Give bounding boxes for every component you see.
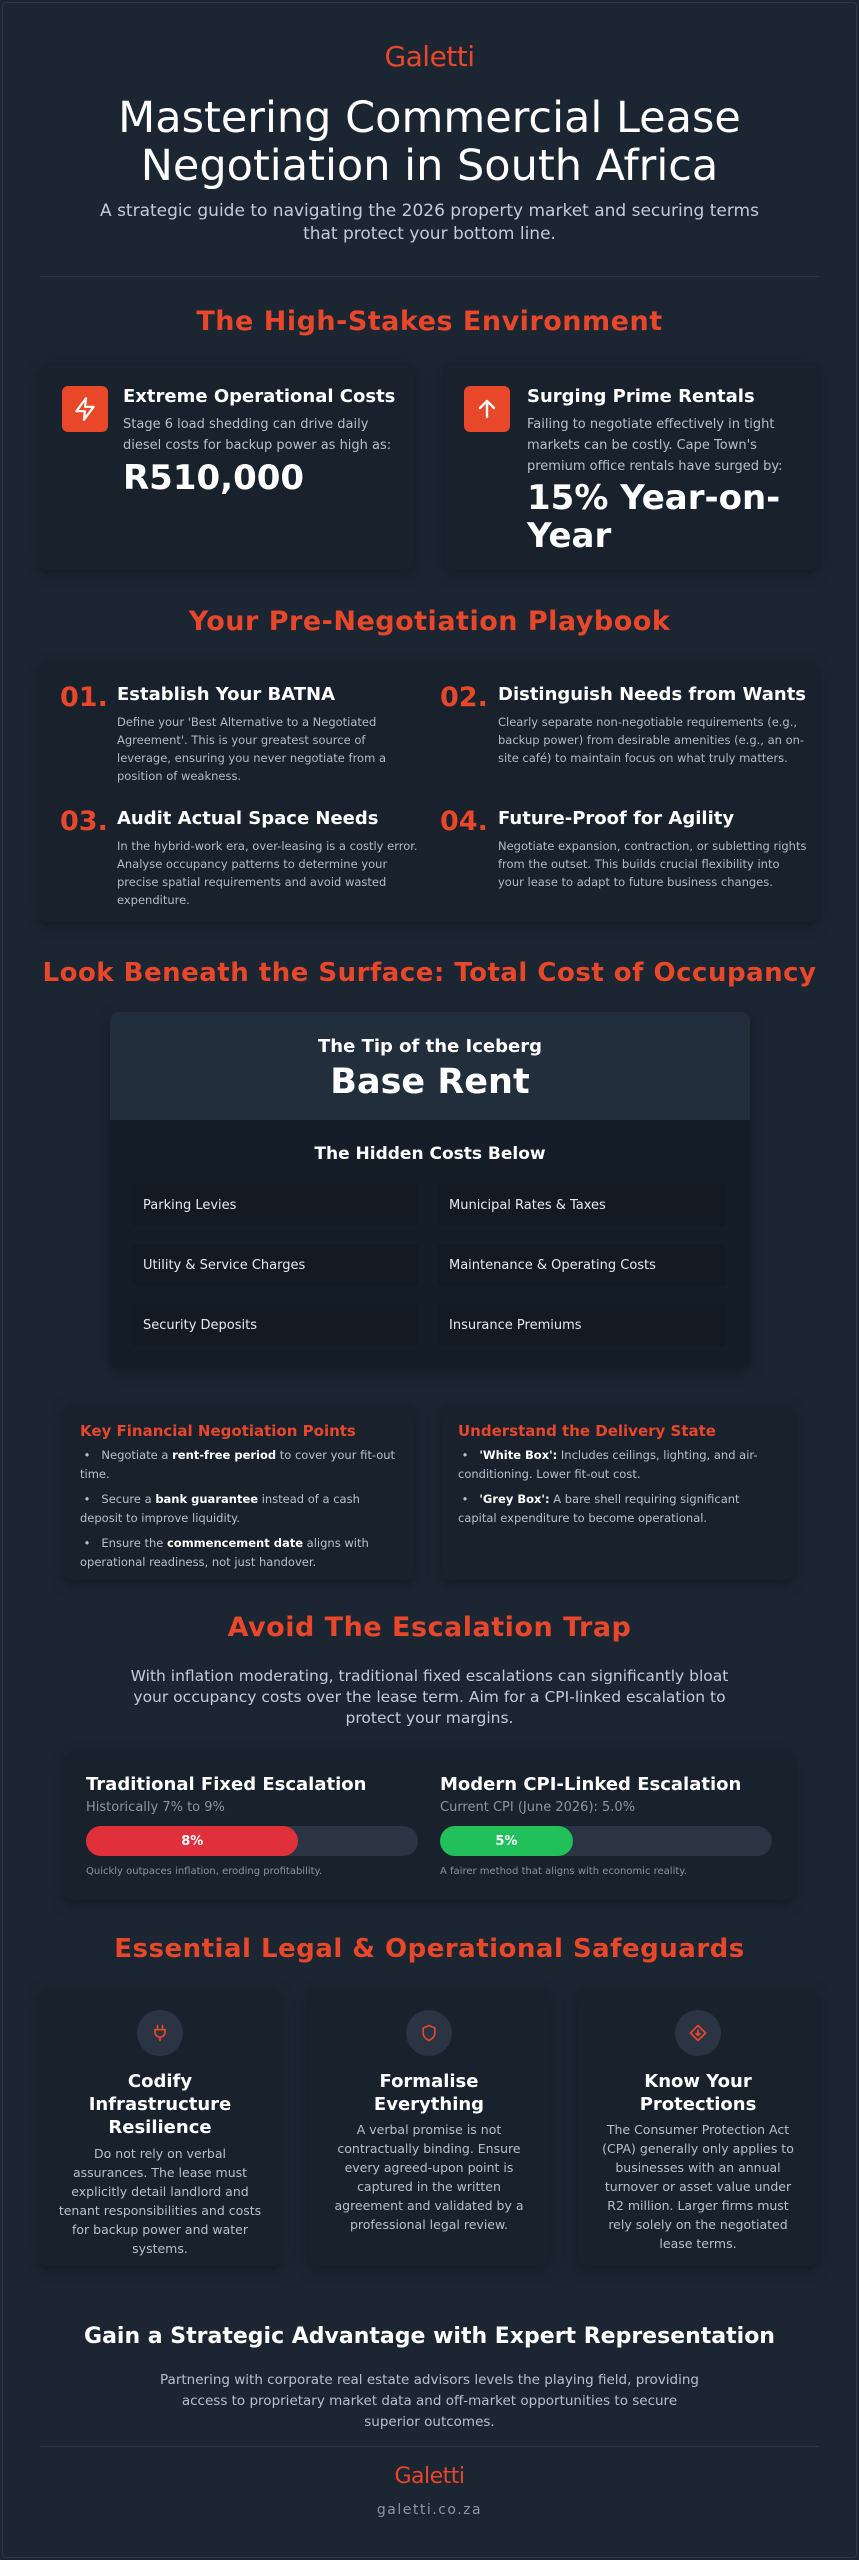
bar-label: 8% xyxy=(181,1833,204,1849)
delivery-item: • 'Grey Box': A bare shell requiring significant capital expenditure to become operational. xyxy=(458,1492,740,1525)
lightning-icon xyxy=(62,386,108,432)
bar-label: 5% xyxy=(495,1833,518,1849)
delivery-item: • 'White Box': Includes ceilings, lighting, and air-conditioning. Lower fit-out cost. xyxy=(458,1448,758,1481)
title-line-1: Mastering Commercial Lease xyxy=(118,93,741,143)
card-text: Stage 6 load shedding can drive daily diesel costs for backup power as high as: xyxy=(123,417,392,453)
title-line-2: Negotiation in South Africa xyxy=(140,141,719,191)
option-heading: Traditional Fixed Escalation xyxy=(86,1774,367,1795)
escalation-bar-fixed xyxy=(86,1826,298,1856)
safeguard-text: Do not rely on verbal assurances. The lease must explicitly detail landlord and tenant responsibilities and costs for backup power and water systems. xyxy=(58,2146,262,2256)
delivery-list xyxy=(458,1446,780,1528)
footer-logo: Galetti xyxy=(394,2464,465,2489)
hidden-cost-item: Utility & Service Charges xyxy=(132,1244,418,1286)
delivery-state-card xyxy=(442,1404,794,1580)
plug-icon xyxy=(137,2010,183,2056)
safeguard-heading: Codify Infrastructure Resilience xyxy=(88,2071,232,2138)
option-note: A fairer method that aligns with economic reality. xyxy=(440,1866,687,1877)
step-number: 02. xyxy=(440,682,488,713)
stat-value xyxy=(527,479,780,555)
page-title xyxy=(60,94,799,190)
section-title-safeguards: Essential Legal & Operational Safeguards xyxy=(114,1934,745,1964)
step-number: 03. xyxy=(60,806,108,837)
escalation-bar-track xyxy=(440,1826,772,1856)
section-title-escalation: Avoid The Escalation Trap xyxy=(227,1612,632,1643)
step-text: Define your 'Best Alternative to a Negotiated Agreement'. This is your greatest source of leverage, ensuring you never negotiate from a position of weakness. xyxy=(117,715,386,783)
safeguard-card xyxy=(40,1988,280,2266)
hidden-cost-item: Maintenance & Operating Costs xyxy=(438,1244,726,1286)
hidden-cost-item: Security Deposits xyxy=(132,1304,418,1346)
step-text: In the hybrid-work era, over-leasing is a costly error. Analyse occupancy patterns to determine your precise spatial requirements and avoid wasted expenditure. xyxy=(117,839,418,907)
iceberg-card xyxy=(110,1012,750,1368)
card-heading: Extreme Operational Costs xyxy=(123,386,396,407)
escalation-intro: With inflation moderating, traditional fixed escalations can significantly bloat your occupancy costs over the lease term. Aim for a CPI-linked escalation to protect your margins. xyxy=(130,1667,729,1727)
card-prime-rentals xyxy=(444,362,818,570)
section-title-occupancy: Look Beneath the Surface: Total Cost of Occupancy xyxy=(42,958,817,988)
step-number: 04. xyxy=(440,806,488,837)
hidden-costs-label: The Hidden Costs Below xyxy=(314,1144,546,1164)
delivery-heading: Understand the Delivery State xyxy=(458,1422,716,1440)
step-text: Negotiate expansion, contraction, or subletting rights from the outset. This builds crucial flexibility into your lease to adapt to future business changes. xyxy=(498,839,807,889)
iceberg-tip xyxy=(110,1012,750,1120)
hidden-cost-item: Municipal Rates & Taxes xyxy=(438,1184,726,1226)
step-number: 01. xyxy=(60,682,108,713)
step-heading: Establish Your BATNA xyxy=(117,684,336,705)
step-heading: Distinguish Needs from Wants xyxy=(498,684,807,705)
cta-text: Partnering with corporate real estate advisors levels the playing field, providing access to proprietary market data and off-market opportunities to secure superior outcomes. xyxy=(160,2372,699,2430)
safeguard-heading: Know Your Protections xyxy=(639,2071,757,2115)
card-text: Failing to negotiate effectively in tight markets can be costly. Cape Town's premium office rentals have surged by: xyxy=(527,417,783,474)
safeguard-card xyxy=(309,1988,549,2266)
tip-value: Base Rent xyxy=(330,1062,530,1102)
arrow-up-icon xyxy=(464,386,510,432)
option-subtitle: Historically 7% to 9% xyxy=(86,1800,225,1815)
step-text: Clearly separate non-negotiable requirements (e.g., backup power) from desirable amenities (e.g., an on-site café) to maintain focus on what truly matters. xyxy=(498,715,805,765)
shield-icon xyxy=(406,2010,452,2056)
cta-title: Gain a Strategic Advantage with Expert Representation xyxy=(84,2324,775,2349)
hidden-cost-item: Parking Levies xyxy=(132,1184,418,1226)
safeguard-card xyxy=(578,1988,818,2266)
stat-line-1: 15% Year-on- xyxy=(527,478,781,518)
escalation-bar-cpi xyxy=(440,1826,573,1856)
financial-points-card xyxy=(64,1404,414,1580)
financial-list xyxy=(80,1446,398,1572)
footer-website-link[interactable]: galetti.co.za xyxy=(376,2502,483,2518)
option-heading: Modern CPI-Linked Escalation xyxy=(440,1774,742,1795)
financial-item: • Ensure the commencement date aligns with operational readiness, not just handover. xyxy=(80,1536,369,1569)
brand-logo: Galetti xyxy=(384,40,475,73)
escalation-bar-track xyxy=(86,1826,418,1856)
card-operational-costs xyxy=(40,362,414,570)
hidden-cost-item: Insurance Premiums xyxy=(438,1304,726,1346)
gavel-icon xyxy=(675,2010,721,2056)
stat-value: R510,000 xyxy=(123,458,305,498)
playbook-card xyxy=(40,662,818,922)
financial-item: • Secure a bank guarantee instead of a cash deposit to improve liquidity. xyxy=(80,1492,360,1525)
divider xyxy=(40,2446,819,2447)
safeguard-text: A verbal promise is not contractually binding. Ensure every agreed-upon point is captured in the written agreement and validated by a professional legal review. xyxy=(334,2122,524,2232)
section-title-playbook: Your Pre-Negotiation Playbook xyxy=(188,606,671,637)
page-subtitle: A strategic guide to navigating the 2026 property market and securing terms that protect your bottom line. xyxy=(100,201,759,244)
tip-label: The Tip of the Iceberg xyxy=(318,1036,542,1057)
stat-line-2: Year xyxy=(527,516,612,556)
step-heading: Audit Actual Space Needs xyxy=(117,808,379,829)
divider xyxy=(40,276,819,277)
option-subtitle: Current CPI (June 2026): 5.0% xyxy=(440,1800,636,1815)
section-title-high-stakes: The High-Stakes Environment xyxy=(196,306,663,337)
financial-heading: Key Financial Negotiation Points xyxy=(80,1422,356,1440)
safeguard-heading: Formalise Everything xyxy=(373,2071,485,2115)
safeguard-text: The Consumer Protection Act (CPA) generally only applies to businesses with an annual turnover or asset value under R2 million. Larger firms must rely solely on the negotiated lease terms. xyxy=(602,2122,794,2251)
financial-item: • Negotiate a rent-free period to cover your fit-out time. xyxy=(80,1448,396,1481)
card-heading: Surging Prime Rentals xyxy=(527,386,755,407)
escalation-card xyxy=(64,1752,794,1900)
option-note: Quickly outpaces inflation, eroding profitability. xyxy=(86,1866,323,1877)
step-heading: Future-Proof for Agility xyxy=(498,808,735,829)
